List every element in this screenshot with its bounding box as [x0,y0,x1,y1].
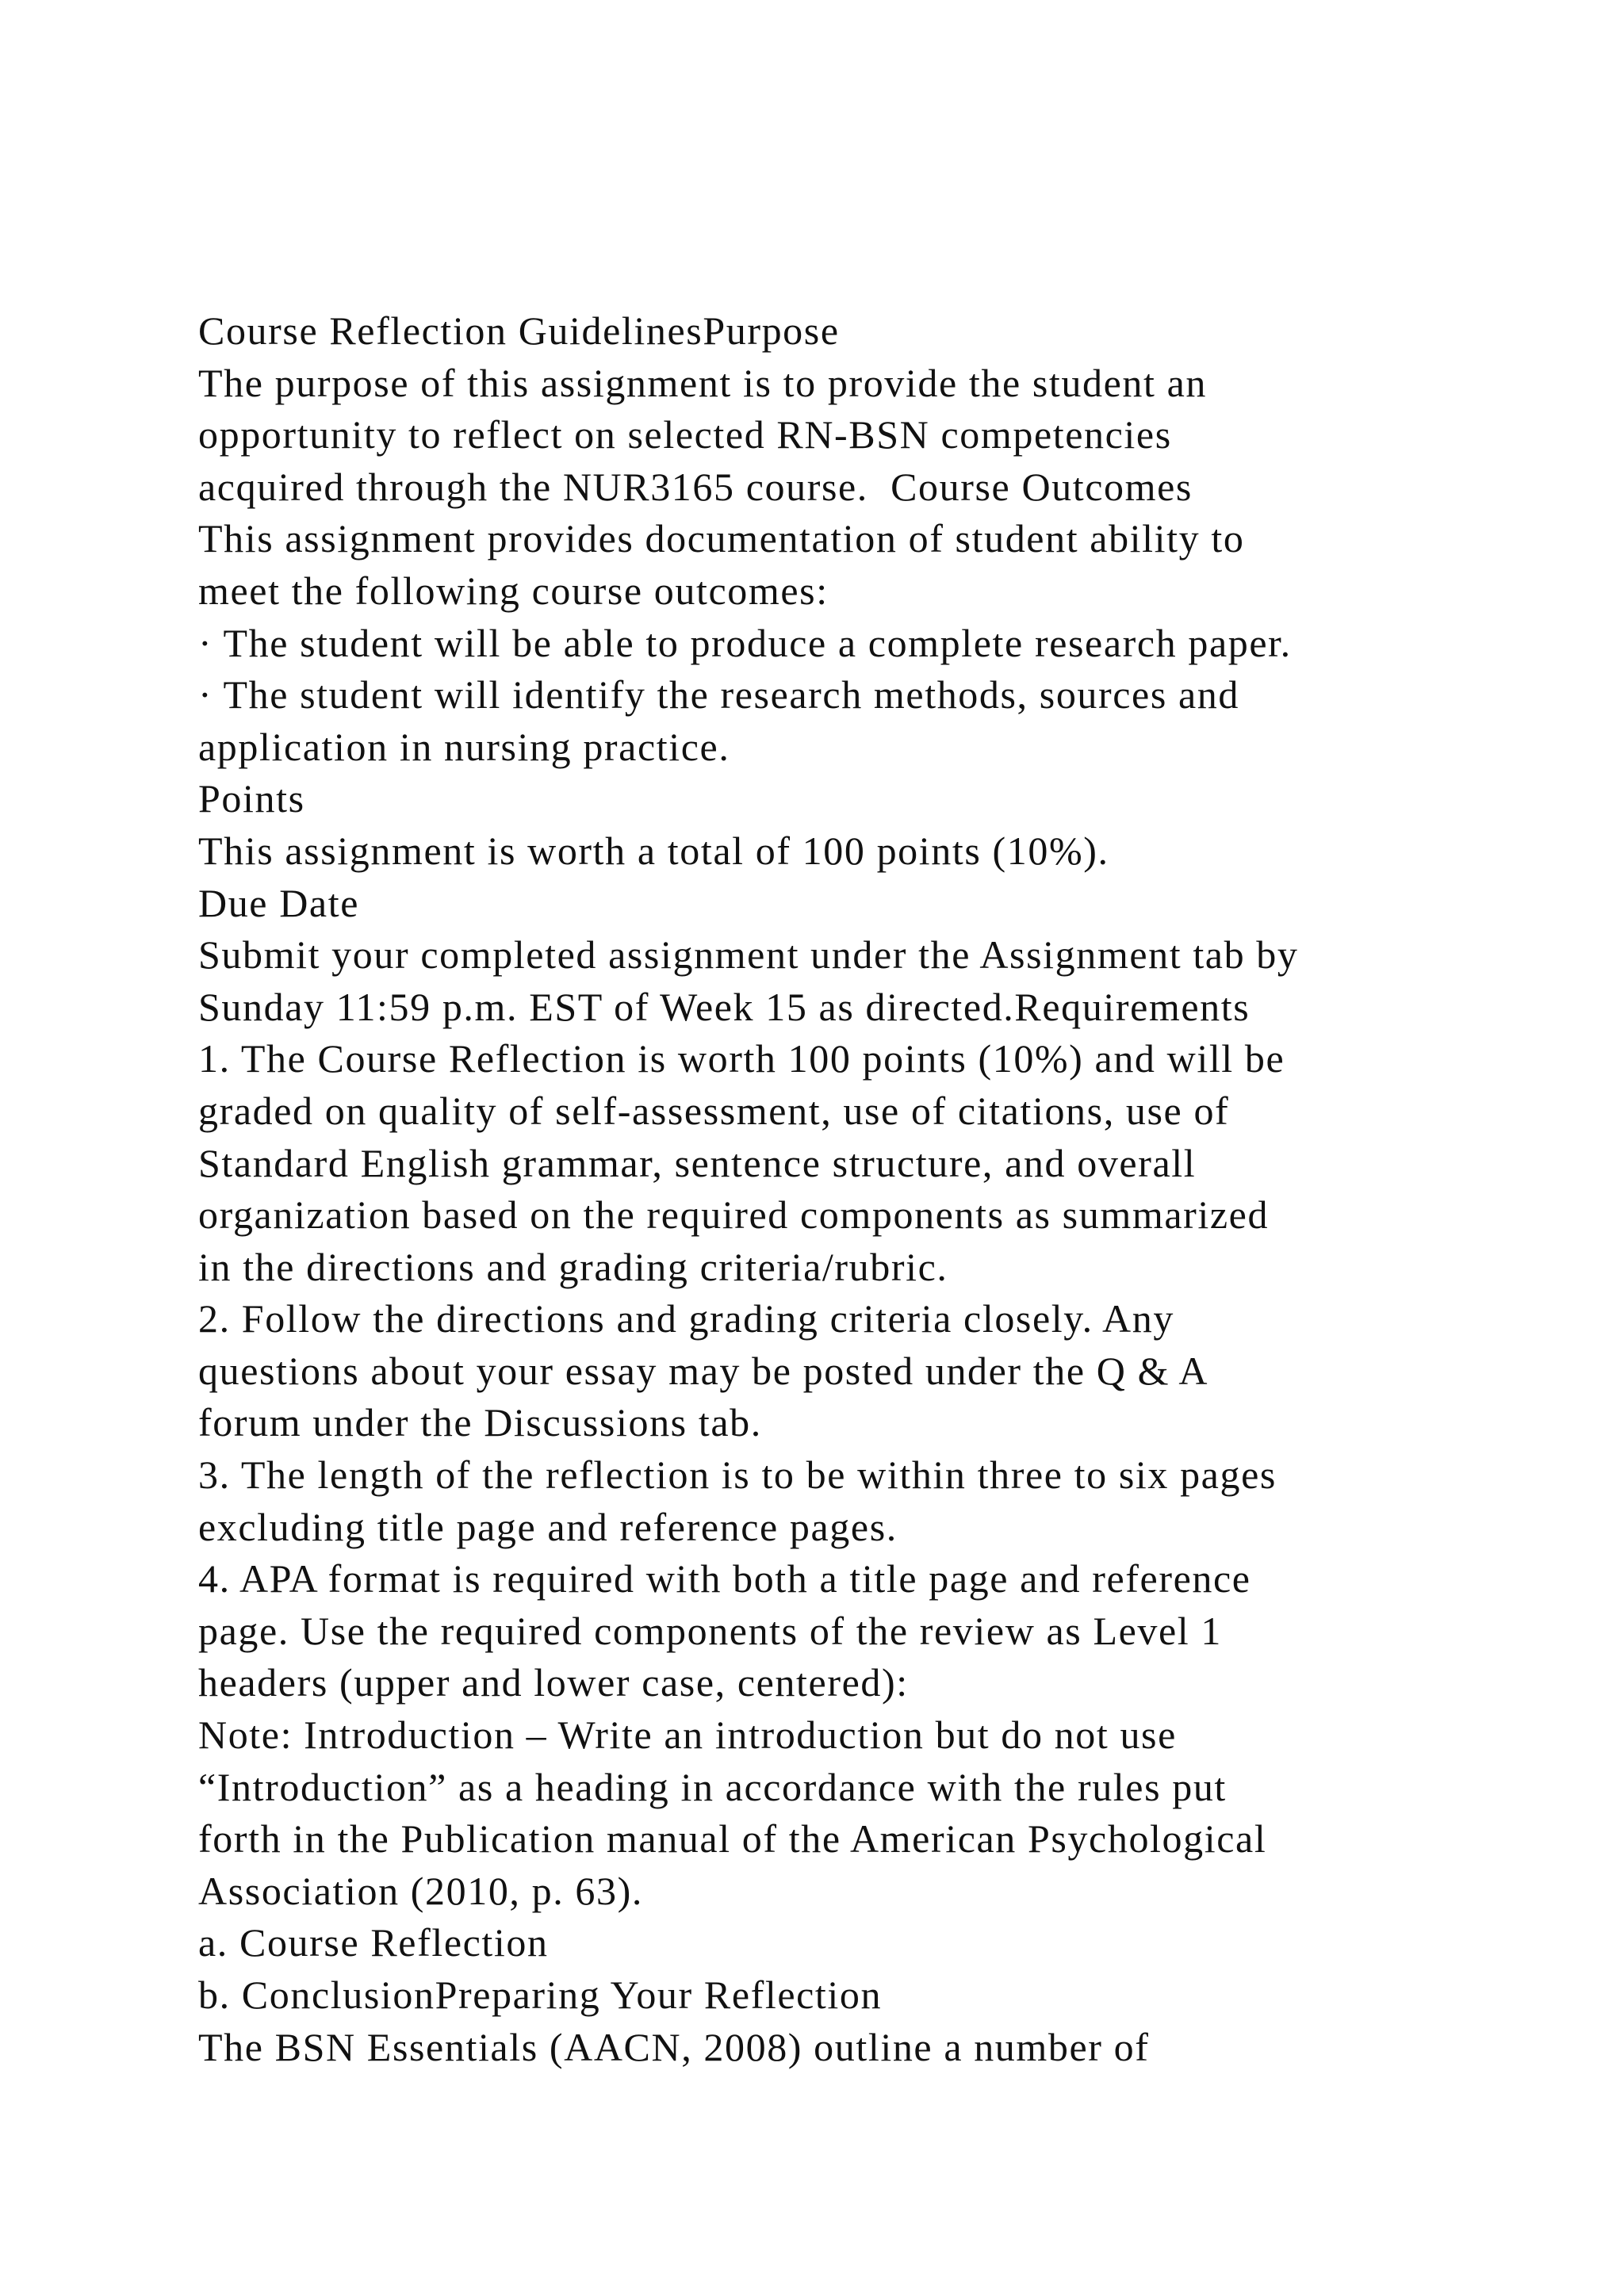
text-line: forth in the Publication manual of the American Psychological [198,1816,1267,1862]
text-line: “Introduction” as a heading in accordance with the rules put [198,1764,1227,1809]
text-line: Due Date [198,880,359,925]
text-line: meet the following course outcomes: [198,568,829,613]
text-line: excluding title page and reference pages. [198,1504,898,1549]
document-body [198,305,1562,2073]
text-line: · The student will identify the research methods, sources and [198,672,1240,718]
text-line: acquired through the NUR3165 course. Course Outcomes [198,464,1193,509]
text-line: · The student will be able to produce a complete research paper. [198,620,1292,665]
text-line: Standard English grammar, sentence structure, and overall [198,1140,1197,1185]
text-line: The purpose of this assignment is to provide the student an [198,360,1207,405]
text-line: graded on quality of self-assessment, use of citations, use of [198,1088,1230,1133]
text-line: 3. The length of the reflection is to be within three to six pages [198,1452,1277,1498]
text-line: Submit your completed assignment under the Assignment tab by [198,932,1299,978]
text-line: Course Reflection GuidelinesPurpose [198,308,840,353]
text-line: Points [198,776,305,821]
text-line: opportunity to reflect on selected RN-BSN competencies [198,412,1172,457]
text-line: Note: Introduction – Write an introduction but do not use [198,1712,1177,1758]
text-line: The BSN Essentials (AACN, 2008) outline a number of [198,2024,1150,2069]
text-line: questions about your essay may be posted under the Q & A [198,1348,1209,1393]
text-line: b. ConclusionPreparing Your Reflection [198,1973,883,2017]
text-line: organization based on the required components as summarized [198,1192,1270,1238]
text-line: headers (upper and lower case, centered): [198,1660,909,1705]
text-line: This assignment provides documentation of student ability to [198,516,1245,561]
text-line: page. Use the required components of the review as Level 1 [198,1608,1222,1653]
text-line: 1. The Course Reflection is worth 100 points (10%) and will be [198,1036,1285,1081]
text-line: Association (2010, p. 63). [198,1868,643,1913]
text-line: Sunday 11:59 p.m. EST of Week 15 as directed.Requirements [198,984,1251,1029]
text-line: a. Course Reflection [198,1920,549,1965]
text-line: This assignment is worth a total of 100 points (10%). [198,828,1109,873]
text-line: 4. APA format is required with both a title page and reference [198,1556,1251,1601]
text-line: in the directions and grading criteria/rubric. [198,1244,948,1289]
text-line: application in nursing practice. [198,724,730,769]
text-line: 2. Follow the directions and grading criteria closely. Any [198,1296,1174,1341]
text-line: forum under the Discussions tab. [198,1400,762,1445]
